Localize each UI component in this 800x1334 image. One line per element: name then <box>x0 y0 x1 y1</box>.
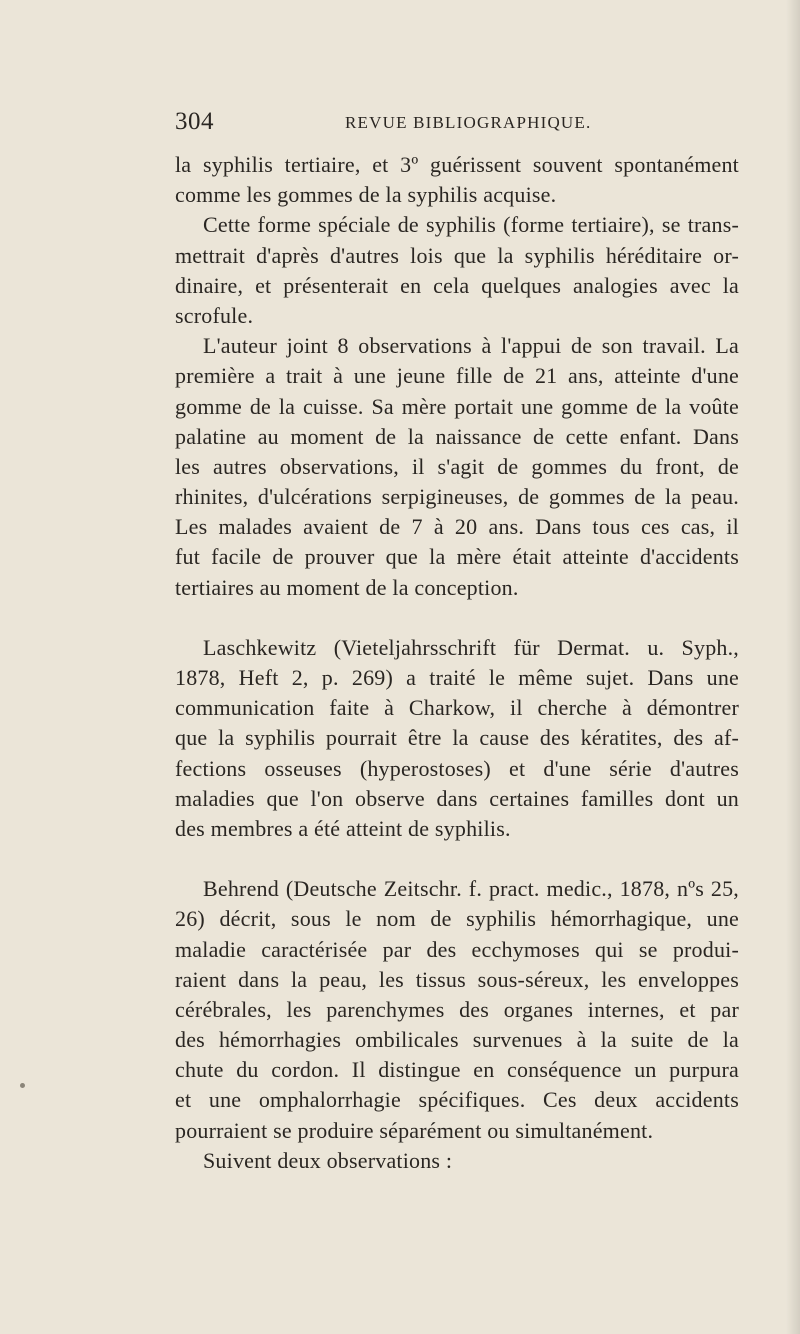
text-line: Les malades avaient de 7 à 20 ans. Dans tous ces cas, il <box>175 514 739 540</box>
text-line: scrofule. <box>175 302 254 328</box>
text-line: Cette forme spéciale de syphilis (forme tertiaire), se trans- <box>203 212 739 238</box>
text-line: Laschkewitz (Vieteljahrsschrift für Dermat. u. Syph., <box>203 634 739 660</box>
text-line: Behrend (Deutsche Zeitschr. f. pract. medic., 1878, nºs 25, <box>203 876 739 902</box>
text-line: les autres observations, il s'agit de gommes du front, de <box>175 453 739 479</box>
text-line: gomme de la cuisse. Sa mère portait une gomme de la voûte <box>175 393 739 419</box>
text-line: des membres a été atteint de syphilis. <box>175 815 511 841</box>
text-line: communication faite à Charkow, il cherche à démontrer <box>175 695 739 721</box>
text-line: raient dans la peau, les tissus sous-séreux, les enveloppes <box>175 966 739 992</box>
body-text <box>175 150 739 1176</box>
text-line: pourraient se produire séparément ou simultanément. <box>175 1117 654 1143</box>
text-line: chute du cordon. Il distingue en conséquence un purpura <box>175 1057 739 1083</box>
text-line: fections osseuses (hyperostoses) et d'une série d'autres <box>175 755 739 781</box>
text-line: Suivent deux observations : <box>203 1147 453 1173</box>
text-line: des hémorrhagies ombilicales survenues à la suite de la <box>175 1027 739 1053</box>
text-line: cérébrales, les parenchymes des organes internes, et par <box>175 996 739 1022</box>
text-line: maladies que l'on observe dans certaines familles dont un <box>175 785 739 811</box>
running-title: REVUE BIBLIOGRAPHIQUE. <box>345 113 592 132</box>
text-line: palatine au moment de la naissance de cette enfant. Dans <box>175 423 739 449</box>
text-line: L'auteur joint 8 observations à l'appui de son travail. La <box>203 333 739 359</box>
text-line: mettrait d'après d'autres lois que la syphilis héréditaire or- <box>175 242 739 268</box>
text-line: fut facile de prouver que la mère était atteinte d'accidents <box>175 544 739 570</box>
text-line: maladie caractérisée par des ecchymoses qui se produi- <box>175 936 739 962</box>
page-number: 304 <box>175 108 214 135</box>
paper-speck <box>20 1083 25 1088</box>
text-line: la syphilis tertiaire, et 3º guérissent souvent spontanément <box>175 152 739 177</box>
text-line: que la syphilis pourrait être la cause des kératites, des af- <box>175 725 739 751</box>
text-line: comme les gommes de la syphilis acquise. <box>175 182 557 208</box>
text-line: tertiaires au moment de la conception. <box>175 574 519 600</box>
text-line: 26) décrit, sous le nom de syphilis hémorrhagique, une <box>175 906 739 932</box>
text-line: rhinites, d'ulcérations serpigineuses, de gommes de la peau. <box>175 484 739 510</box>
paragraph-gap <box>175 844 739 874</box>
text-line: dinaire, et présenterait en cela quelques analogies avec la <box>175 272 739 298</box>
paragraph-gap <box>175 603 739 633</box>
page-header <box>175 108 737 142</box>
text-line: et une omphalorrhagie spécifiques. Ces deux accidents <box>175 1087 739 1113</box>
text-line: première a trait à une jeune fille de 21 ans, atteinte d'une <box>175 363 739 389</box>
text-line: 1878, Heft 2, p. 269) a traité le même sujet. Dans une <box>175 665 739 690</box>
